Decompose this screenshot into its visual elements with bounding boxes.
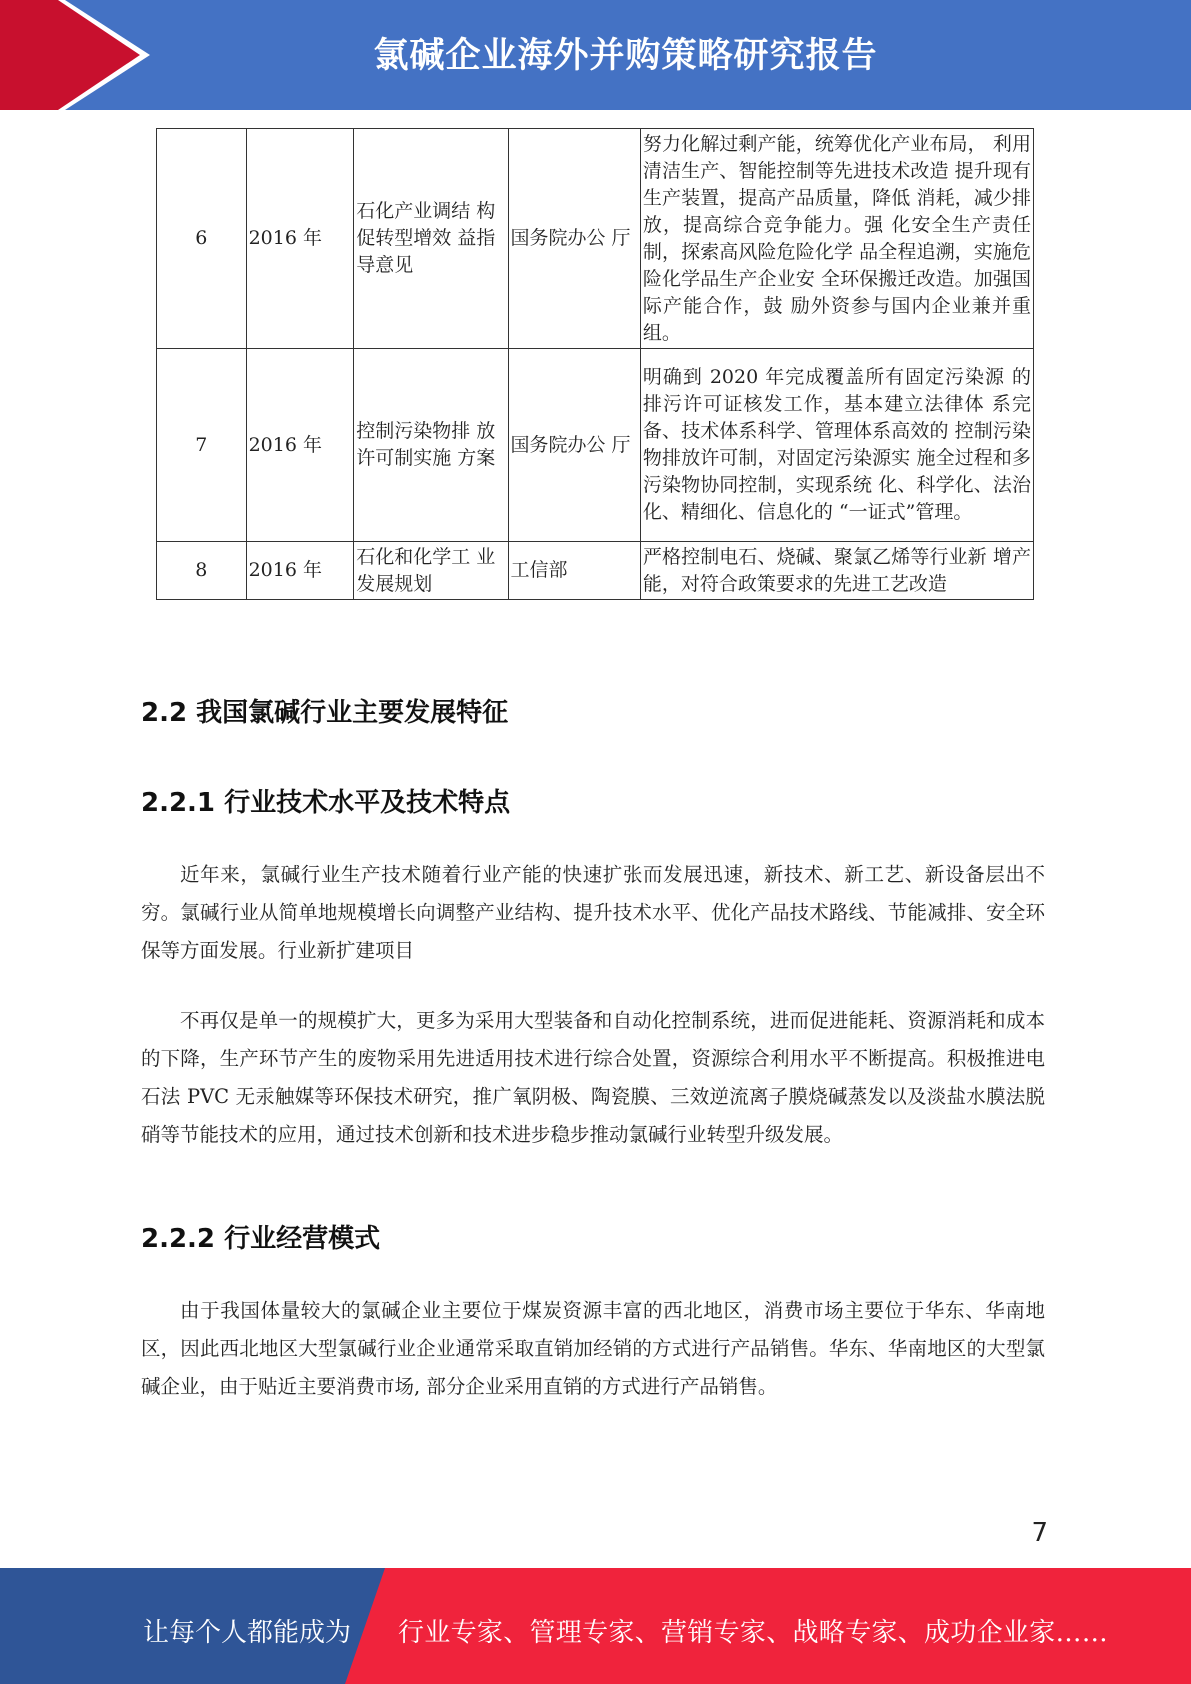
row-content: 明确到 2020 年完成覆盖所有固定污染源 的排污许可证核发工作，基本建立法律体 系完备、技术体系科学、管理体系高效的 控制污染物排放许可制，对固定污染源实 施全过程和多污染物协同控制，实现系统 化、科学化、法治化、精细化、信息化的 “一证式”管理。 (640, 349, 1033, 542)
paragraph-business-model: 由于我国体量较大的氯碱企业主要位于煤炭资源丰富的西北地区，消费市场主要位于华东、华南地区，因此西北地区大型氯碱行业企业通常采取直销加经销的方式进行产品销售。华东、华南地区的大型氯碱企业，由于贴近主要消费市场, 部分企业采用直销的方式进行产品销售。 (141, 1299, 1045, 1398)
row-year: 2016 年 (246, 349, 354, 542)
policy-table (156, 128, 1034, 600)
section-heading-2-2: 2.2 我国氯碱行业主要发展特征 (141, 698, 509, 728)
table-row (157, 129, 1034, 349)
table-row (157, 542, 1034, 600)
row-policy-name: 控制污染物排 放许可制实施 方案 (354, 349, 508, 542)
row-year: 2016 年 (246, 542, 354, 600)
footer-slogan-right: 行业专家、管理专家、营销专家、战略专家、成功企业家…… (398, 1618, 1109, 1648)
row-number: 7 (157, 349, 247, 542)
section-heading-2-2-1: 2.2.1 行业技术水平及技术特点 (141, 788, 511, 818)
paragraph-tech-1: 近年来，氯碱行业生产技术随着行业产能的快速扩张而发展迅速，新技术、新工艺、新设备层出不穷。氯碱行业从简单地规模增长向调整产业结构、提升技术水平、优化产品技术路线、节能减排、安全环保等方面发展。行业新扩建项目 (141, 863, 1045, 962)
page-header (0, 0, 1191, 110)
page-number: 7 (1031, 1518, 1048, 1548)
row-number: 8 (157, 542, 247, 600)
table-row (157, 349, 1034, 542)
row-policy-name: 石化和化学工 业发展规划 (354, 542, 508, 600)
row-department: 国务院办公 厅 (508, 129, 640, 349)
row-number: 6 (157, 129, 247, 349)
section-heading-2-2-2: 2.2.2 行业经营模式 (141, 1224, 381, 1254)
page-footer (0, 1568, 1191, 1684)
row-department: 国务院办公 厅 (508, 349, 640, 542)
row-year: 2016 年 (246, 129, 354, 349)
row-department: 工信部 (508, 542, 640, 600)
footer-slogan-left: 让每个人都能成为 (143, 1618, 352, 1648)
report-title: 氯碱企业海外并购策略研究报告 (373, 36, 878, 76)
row-content: 严格控制电石、烧碱、聚氯乙烯等行业新 增产能，对符合政策要求的先进工艺改造 (640, 542, 1033, 600)
row-content: 努力化解过剩产能，统筹优化产业布局， 利用清洁生产、智能控制等先进技术改造 提升现有生产装置，提高产品质量，降低 消耗，减少排放，提高综合竞争能力。强 化安全生产责任制，探索高风险危险化学 品全程追溯，实施危险化学品生产企业安 全环保搬迁改造。加强国际产能合作，鼓 励外资参与国内企业兼并重组。 (640, 129, 1033, 349)
paragraph-tech-2: 不再仅是单一的规模扩大，更多为采用大型装备和自动化控制系统，进而促进能耗、资源消耗和成本的下降，生产环节产生的废物采用先进适用技术进行综合处置，资源综合利用水平不断提高。积极推进电石法 PVC 无汞触媒等环保技术研究，推广氧阴极、陶瓷膜、三效逆流离子膜烧碱蒸发以及淡盐水膜法脱硝等节能技术的应用，通过技术创新和技术进步稳步推动氯碱行业转型升级发展。 (141, 1009, 1045, 1146)
row-policy-name: 石化产业调结 构促转型增效 益指导意见 (354, 129, 508, 349)
